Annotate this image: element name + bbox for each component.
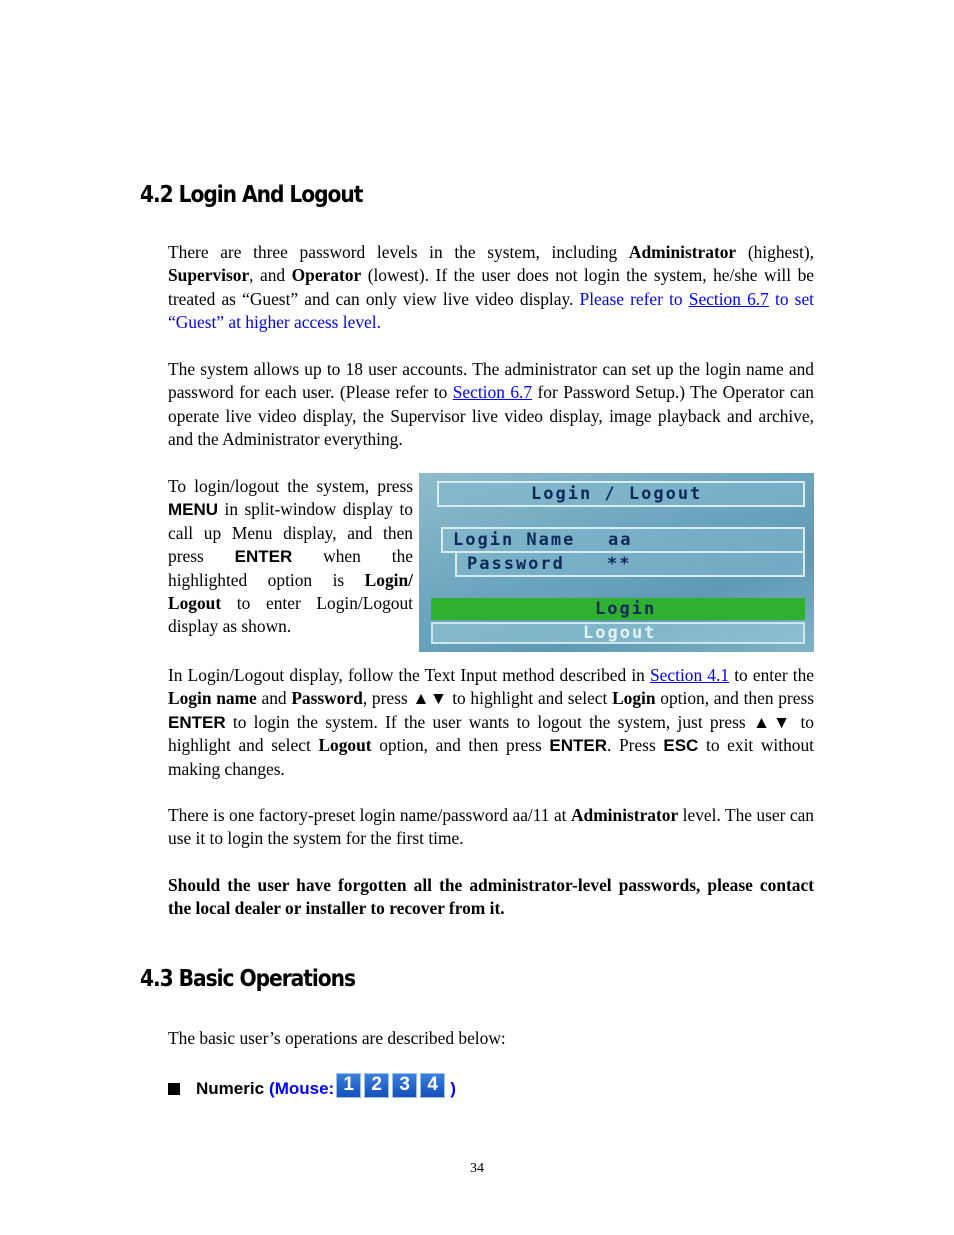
login-name-label: Login Name: [453, 530, 576, 550]
paragraph-login-display: [168, 664, 814, 781]
bold-administrator: Administrator: [570, 805, 679, 825]
screen-header-bar: [437, 481, 805, 507]
bold-administrator: Administrator: [628, 242, 737, 262]
blue-text: to set “Guest” at higher access level.: [168, 288, 815, 333]
logout-option: [431, 622, 805, 644]
key-menu: MENU: [168, 500, 219, 520]
screen-header-text: Login / Logout: [531, 484, 703, 504]
key-enter: ENTER: [234, 547, 293, 567]
square-bullet-icon: [168, 1083, 180, 1095]
bold-supervisor: Supervisor: [168, 265, 250, 286]
numeric-bullet-item: [168, 1075, 456, 1103]
text: to login the system. If the user wants to logout the system, just press: [225, 711, 753, 732]
section-heading-4-3: 4.3 Basic Operations: [140, 966, 355, 992]
text: when the highlighted option is: [168, 546, 413, 590]
bold-password: Password: [291, 688, 363, 709]
password-value: **: [607, 554, 632, 574]
key-esc: ESC: [663, 736, 699, 756]
text: (highest),: [736, 242, 814, 262]
mouse-label: (Mouse:: [269, 1079, 335, 1098]
text: There is one factory-preset login name/password aa/11 at: [168, 805, 571, 825]
text: option, and then press: [371, 735, 550, 756]
text: , press: [362, 688, 413, 709]
number-1-icon: 1: [336, 1073, 361, 1098]
text: (lowest). If the user does not login the system, he/she will be treated as “Guest” and can only view live video display.: [168, 265, 814, 309]
bold-login-name: Login name: [168, 688, 257, 709]
text: , and: [249, 265, 292, 286]
up-down-arrows-icon: ▲▼: [752, 711, 794, 732]
text: To login/logout the system, press: [168, 476, 413, 496]
mouse-number-buttons: [336, 1072, 448, 1098]
password-label: Password: [467, 554, 565, 574]
logout-option-text: Logout: [583, 623, 657, 643]
section-6-7-link[interactable]: Section 6.7: [452, 382, 533, 403]
text: for Password Setup.) The Operator can operate live video display, the Supervisor live video display, image playback and archive, and the Administrator everything.: [168, 382, 814, 450]
section-6-7-link[interactable]: Section 6.7: [688, 288, 769, 309]
paragraph-login-instructions: [168, 475, 413, 639]
login-name-row: [441, 527, 805, 553]
bold-login: Login: [612, 688, 656, 709]
login-option-text: Login: [595, 599, 657, 619]
text: The system allows up to 18 user accounts. The administrator can set up the login name and password for each user. (Please refer to: [168, 359, 814, 403]
paragraph-password-levels: [168, 241, 814, 335]
login-logout-screenshot: [419, 473, 814, 652]
bold-operator: Operator: [291, 265, 362, 286]
paragraph-factory-preset: [168, 804, 814, 851]
bold-logout: Logout: [318, 735, 372, 756]
text: option, and then press: [655, 688, 814, 709]
paragraph-user-accounts: [168, 358, 814, 452]
text: to highlight and select: [447, 688, 613, 709]
text: to enter the: [729, 665, 815, 685]
blue-text: Please refer to: [579, 288, 689, 309]
text: in split-window display to call up Menu display, and then press: [168, 499, 413, 567]
section-heading-4-2: 4.2 Login And Logout: [140, 182, 363, 208]
up-down-arrows-icon: ▲▼: [412, 688, 448, 709]
login-option-highlighted: [431, 598, 805, 620]
login-name-value: aa: [608, 530, 633, 550]
password-row: [455, 551, 805, 577]
numeric-label: Numeric: [196, 1079, 265, 1098]
bold-login-logout: Login/ Logout: [168, 569, 413, 614]
key-enter: ENTER: [549, 736, 608, 756]
text: There are three password levels in the system, including: [168, 242, 629, 262]
text: level. The user can use it to login the system for the first time.: [168, 805, 814, 849]
paragraph-basic-operations: The basic user’s operations are described below:: [168, 1028, 506, 1048]
text: to enter Login/Logout display as shown.: [168, 593, 413, 637]
mouse-close-paren: ): [450, 1079, 456, 1098]
text: and: [256, 688, 292, 709]
text: to exit without making changes.: [168, 735, 815, 779]
section-4-1-link[interactable]: Section 4.1: [650, 665, 730, 685]
key-enter: ENTER: [168, 712, 226, 732]
page-number: 34: [470, 1161, 484, 1176]
text: . Press: [607, 735, 664, 756]
text: In Login/Logout display, follow the Text Input method described in: [168, 665, 650, 685]
number-3-icon: 3: [392, 1073, 417, 1098]
paragraph-forgotten-password-warning: Should the user have forgotten all the administrator-level passwords, please contact the local dealer or installer to recover from it.: [168, 875, 814, 919]
number-4-icon: 4: [420, 1073, 445, 1098]
number-2-icon: 2: [364, 1073, 389, 1098]
text: to highlight and select: [168, 711, 814, 756]
